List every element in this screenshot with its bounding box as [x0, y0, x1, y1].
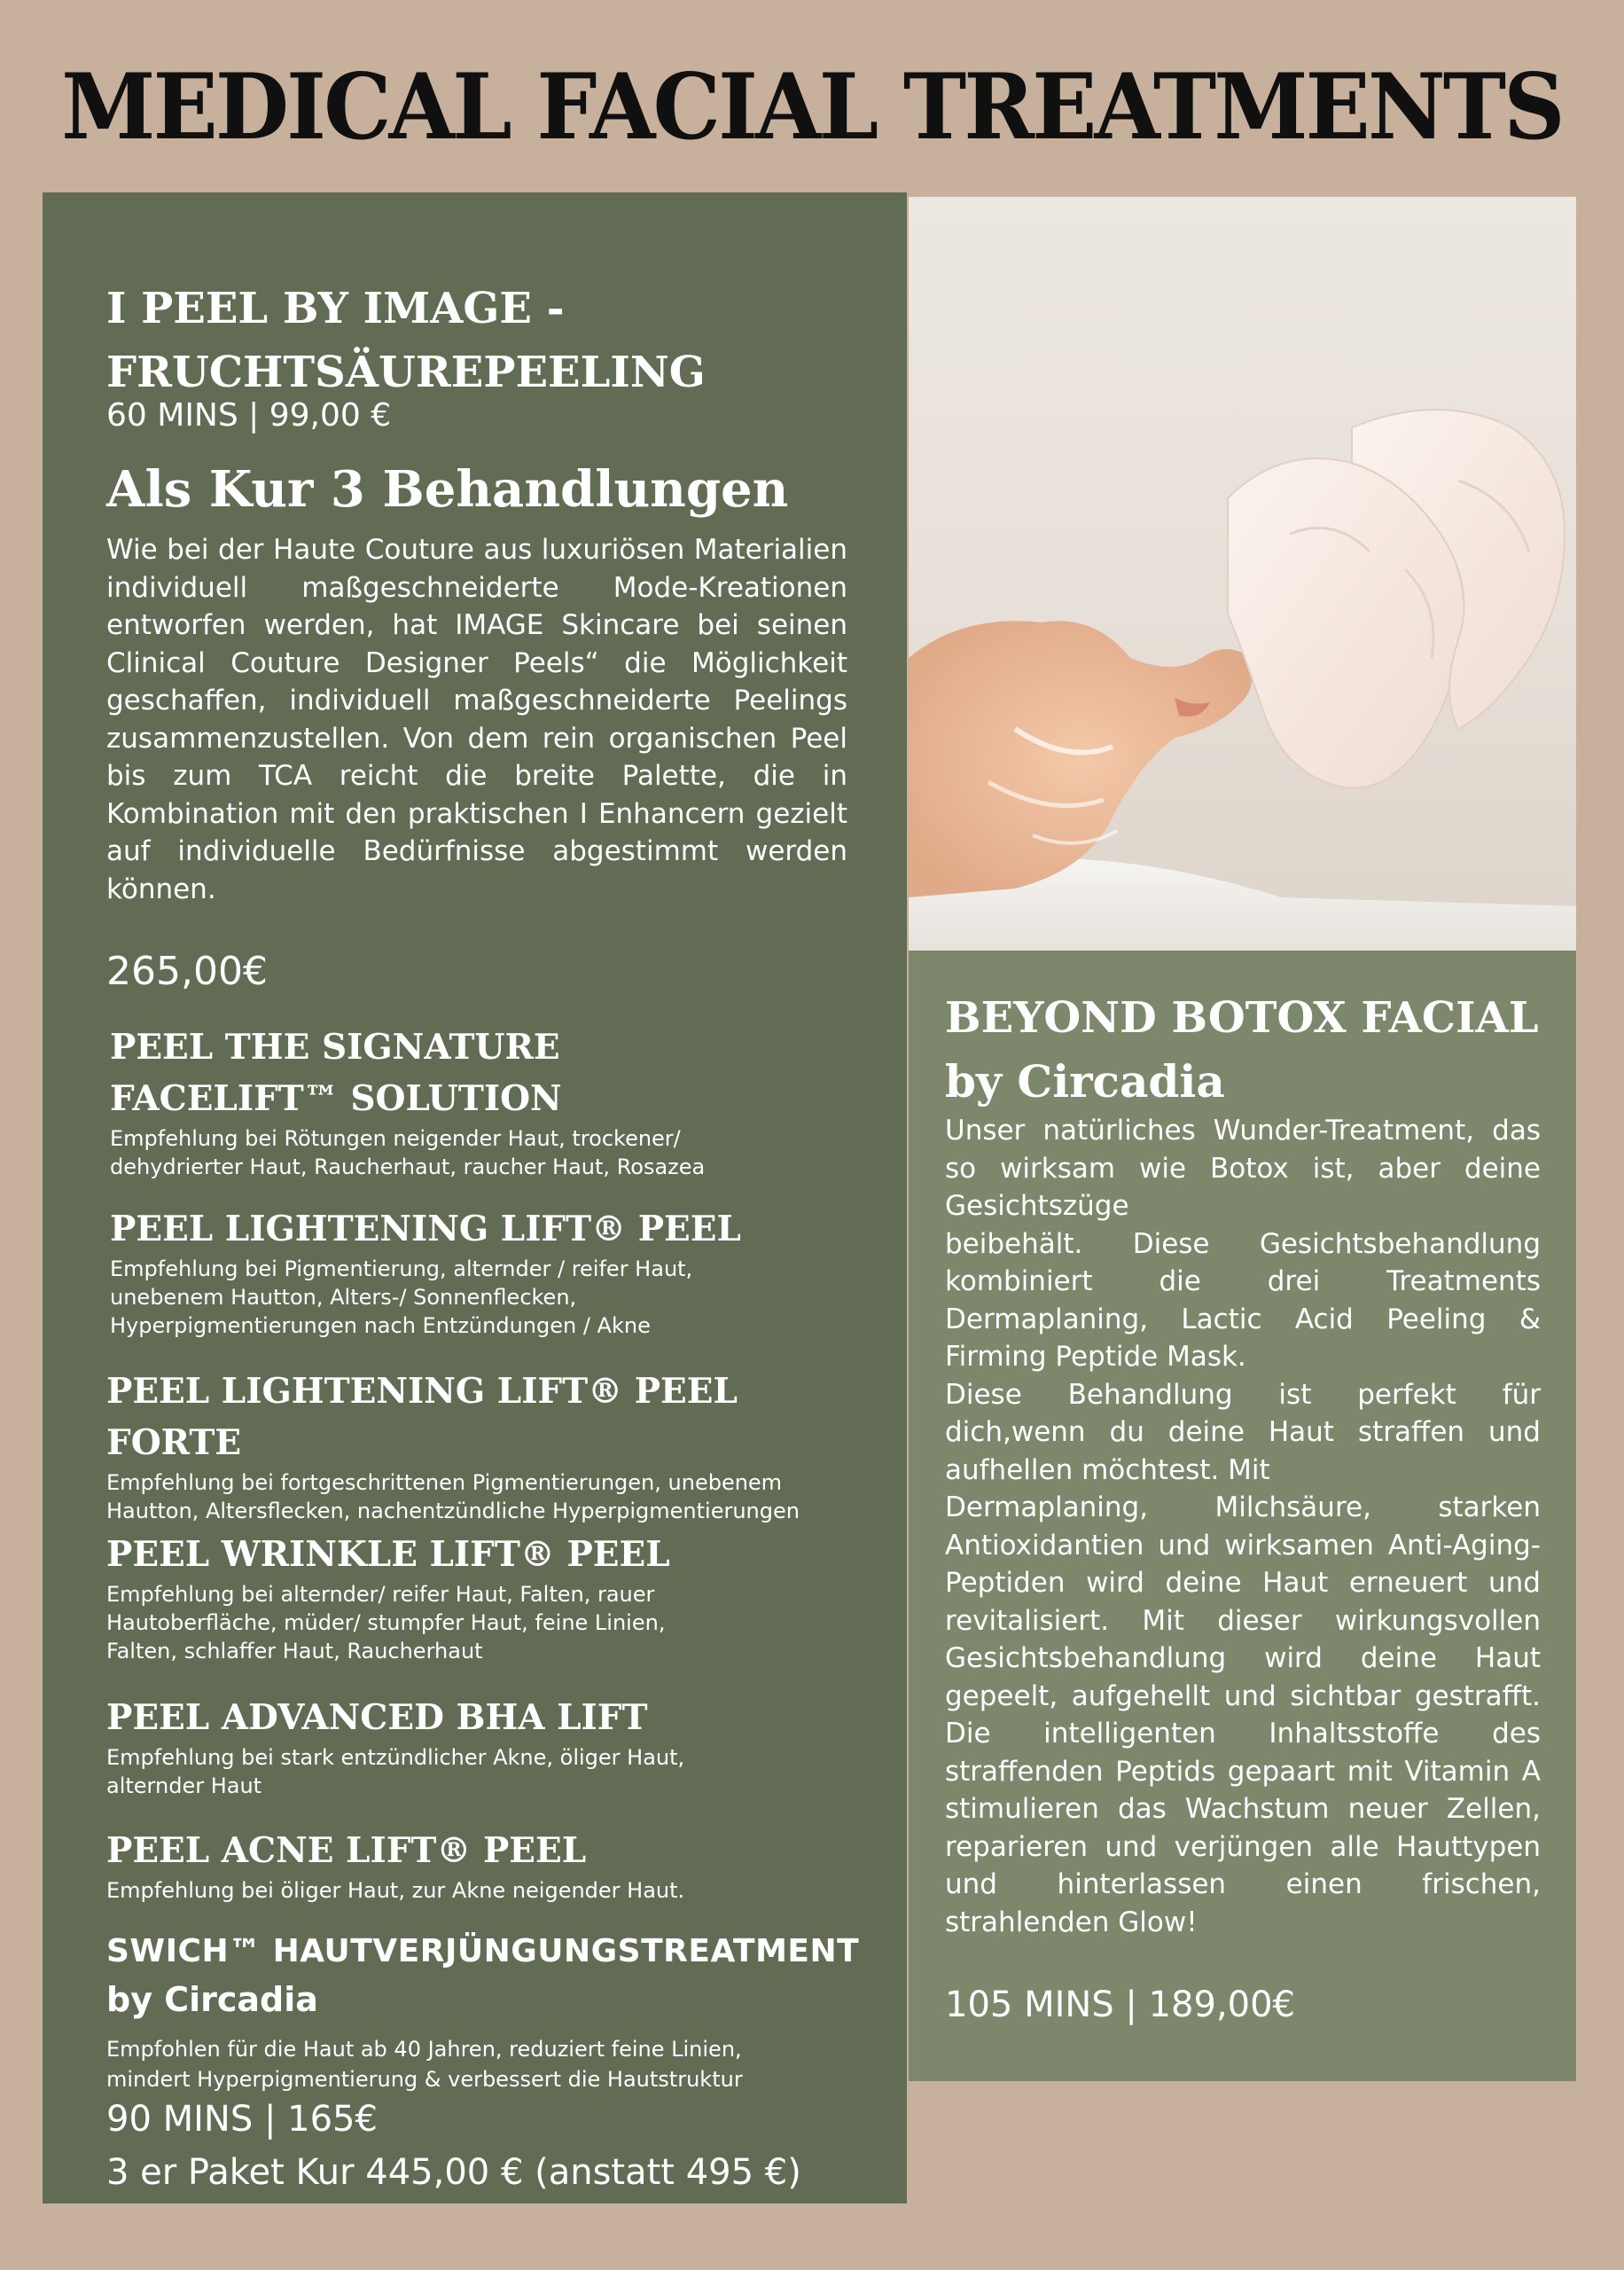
- ipeel-kur-heading: Als Kur 3 Behandlungen: [106, 460, 789, 519]
- swich-package-price: 3 er Paket Kur 445,00 € (anstatt 495 €): [106, 2152, 801, 2193]
- peel-item: [106, 1529, 851, 1665]
- swich-title: SWICH™ HAUTVERJÜNGUNGSTREATMENT: [106, 1933, 860, 1969]
- ipeel-title: I PEEL BY IMAGE - FRUCHTSÄUREPEELING: [106, 284, 706, 397]
- beyond-botox-panel: [909, 951, 1576, 2081]
- peel-item: [106, 1366, 851, 1525]
- peel-recommendation: Empfehlung bei alternder/ reifer Haut, Falten, rauer Hautoberfläche, müder/ stumpfer Haut, feine Linien, Falten, schlaffer Haut, Raucherhaut: [106, 1582, 666, 1663]
- peel-recommendation: Empfehlung bei stark entzündlicher Akne, öliger Haut, alternder Haut: [106, 1745, 685, 1798]
- ipeel-duration-price: 60 MINS | 99,00 €: [106, 397, 392, 434]
- peel-title: PEEL LIGHTENING LIFT® PEEL FORTE: [106, 1371, 738, 1463]
- peel-title: PEEL ACNE LIFT® PEEL: [106, 1830, 587, 1871]
- peel-title: PEEL ADVANCED BHA LIFT: [106, 1697, 648, 1738]
- peel-title: PEEL THE SIGNATURE FACELIFT™ SOLUTION: [110, 1027, 562, 1119]
- beyond-description: [945, 1112, 1541, 1941]
- facial-treatment-photo: [909, 197, 1576, 951]
- swich-subtitle: by Circadia: [106, 1980, 318, 2019]
- peel-recommendation: Empfehlung bei Rötungen neigender Haut, trockener/ dehydrierter Haut, Raucherhaut, raucher Haut, Rosazea: [110, 1126, 706, 1179]
- beyond-duration-price: 105 MINS | 189,00€: [945, 1984, 1295, 2025]
- beyond-title: BEYOND BOTOX FACIAL: [945, 993, 1539, 1043]
- peel-recommendation: Empfehlung bei Pigmentierung, alternder / reifer Haut, unebenem Hautton, Alters-/ Sonnenflecken, Hyperpigmentierungen nach Entzündungen / Akne: [110, 1256, 693, 1338]
- treatments-left-panel: [43, 192, 907, 2203]
- peel-title: PEEL WRINKLE LIFT® PEEL: [106, 1534, 670, 1575]
- beyond-subtitle: by Circadia: [945, 1055, 1225, 1108]
- peel-recommendation: Empfehlung bei öliger Haut, zur Akne neigender Haut.: [106, 1878, 685, 1903]
- beyond-paragraph: Dermaplaning, Milchsäure, starken Antioxidantien und wirksamen Anti-Aging-Peptiden wird deine Haut erneuert und revitalisiert. Mit dieser wirkungsvollen Gesichtsbehandlung wird deine Haut gepeelt, aufgehellt und sichtbar gestrafft. Die intelligenten Inhaltsstoffe des straffenden Peptids gepaart mit Vitamin A stimulieren das Wachstum neuer Zellen, reparieren und verjüngen alle Hauttypen und hinterlassen einen frischen, strahlenden Glow!: [945, 1491, 1541, 1938]
- peel-title: PEEL LIGHTENING LIFT® PEEL: [110, 1209, 741, 1249]
- peel-item: [110, 1203, 846, 1340]
- ipeel-description: Wie bei der Haute Couture aus luxuriösen Materialien individuell maßgeschneiderte Mode-Kreationen entworfen werden, hat IMAGE Skincare bei seinen Clinical Couture Designer Peels“ die Möglichkeit geschaffen, individuell maßgeschneiderte Peelings zusammenzustellen. Von dem rein organischen Peel bis zum TCA reicht die breite Palette, die in Kombination mit den praktischen I Enhancern gezielt auf individuelle Bedürfnisse abgestimmt werden können.: [106, 534, 847, 905]
- beyond-paragraph: Diese Behandlung ist perfekt für dich,wenn du deine Haut straffen und aufhellen möchtest. Mit: [945, 1378, 1541, 1486]
- beyond-paragraph: Unser natürliches Wunder-Treatment, das so wirksam wie Botox ist, aber deine Gesichtszüge: [945, 1115, 1541, 1222]
- peel-recommendation: Empfehlung bei fortgeschrittenen Pigmentierungen, unebenem Hautton, Altersflecken, nachentzündliche Hyperpigmentierungen: [106, 1470, 800, 1523]
- page-title: MEDICAL FACIAL TREATMENTS: [61, 54, 1563, 160]
- beyond-paragraph: beibehält. Diese Gesichtsbehandlung kombiniert die drei Treatments Dermaplaning, Lactic Acid Peeling & Firming Peptide Mask.: [945, 1227, 1541, 1373]
- swich-duration-price: 90 MINS | 165€: [106, 2099, 378, 2140]
- swich-description: Empfohlen für die Haut ab 40 Jahren, reduziert feine Linien, mindert Hyperpigmentierung & verbessert die Hautstruktur: [106, 2037, 743, 2092]
- peel-item: [106, 1692, 851, 1800]
- facial-treatment-illustration: [909, 197, 1576, 951]
- peel-item: [106, 1825, 851, 1905]
- peel-item: [110, 1022, 846, 1181]
- ipeel-kur-price: 265,00€: [106, 949, 268, 994]
